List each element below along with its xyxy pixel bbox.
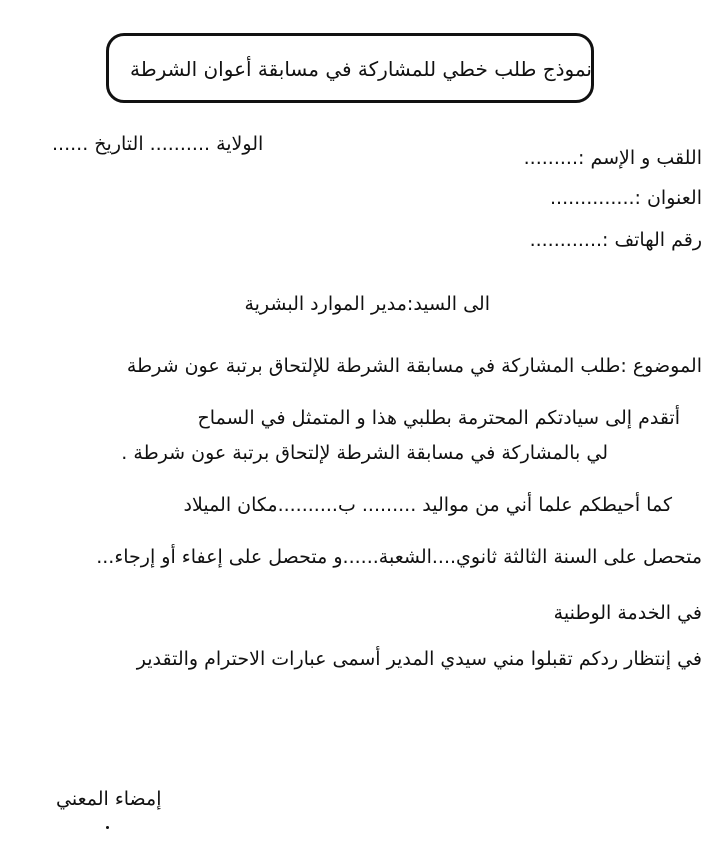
wilaya-date-field: الولاية .......... التاريخ ...... xyxy=(52,133,264,155)
body-line-2: لي بالمشاركة في مسابقة الشرطة لإلتحاق برتبة عون شرطة . xyxy=(121,442,608,464)
body-line-5: في الخدمة الوطنية xyxy=(553,602,702,624)
signature-label: إمضاء المعني xyxy=(56,788,162,810)
phone-field: رقم الهاتف :............ xyxy=(529,229,702,251)
name-field: اللقب و الإسم :......... xyxy=(523,147,702,169)
body-line-4: متحصل على السنة الثالثة ثانوي....الشعبة......و متحصل على إعفاء أو إرجاء... xyxy=(96,546,702,568)
body-line-1: أتقدم إلى سيادتكم المحترمة بطلبي هذا و المتمثل في السماح xyxy=(197,407,680,429)
recipient-line: الى السيد:مدير الموارد البشرية xyxy=(244,293,490,315)
subject-line: الموضوع :طلب المشاركة في مسابقة الشرطة للإلتحاق برتبة عون شرطة xyxy=(126,355,702,377)
address-field: العنوان :.............. xyxy=(549,187,702,209)
closing-line: في إنتظار ردكم تقبلوا مني سيدي المدير أسمى عبارات الاحترام والتقدير xyxy=(136,648,702,670)
body-line-3: كما أحيطكم علما أني من مواليد ......... ب..........مكان الميلاد xyxy=(183,494,672,516)
page-title: نموذج طلب خطي للمشاركة في مسابقة أعوان الشرطة xyxy=(129,57,592,81)
dot-mark xyxy=(106,826,109,829)
